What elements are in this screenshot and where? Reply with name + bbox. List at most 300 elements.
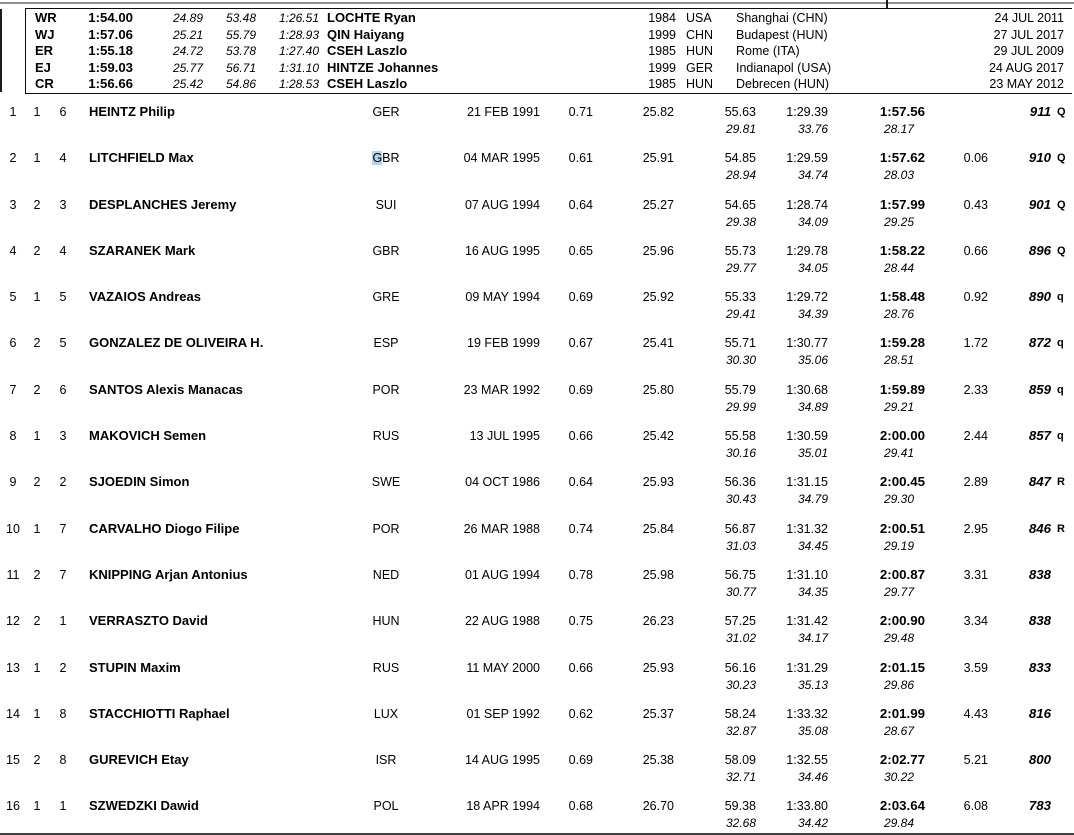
qualification-cell: Q — [1057, 106, 1066, 118]
rank-cell: 9 — [9, 475, 17, 490]
record-date: 24 JUL 2011 — [994, 11, 1064, 25]
result-lap-splits-line — [0, 678, 1074, 693]
result-main-line — [0, 147, 1074, 166]
noc-cell: LUX — [373, 706, 399, 721]
lap4-split-cell: 30.22 — [883, 770, 914, 785]
lap3-split-cell: 33.76 — [797, 122, 828, 136]
points-cell: 911 — [1029, 104, 1051, 119]
page-top-rule — [0, 2, 1074, 4]
record-venue: Rome (ITA) — [736, 44, 800, 59]
qualification-cell: Q — [1057, 244, 1066, 257]
result-main-line — [0, 332, 1074, 351]
split-150-cell: 1:33.80 — [786, 799, 828, 814]
lap2-split-cell: 28.94 — [725, 168, 756, 183]
result-main-line — [0, 471, 1074, 490]
noc-cell: RUS — [372, 429, 400, 444]
noc-cell: HUN — [372, 614, 400, 629]
final-time-cell: 1:59.89 — [879, 381, 925, 397]
reaction-time-cell: 0.65 — [568, 243, 593, 258]
noc-cell: RUS — [372, 660, 400, 675]
result-lap-splits-line — [0, 724, 1074, 739]
noc-cell: GRE — [372, 290, 400, 305]
points-cell: 890 — [1028, 289, 1051, 305]
birthdate-cell: 21 FEB 1991 — [467, 105, 540, 119]
lap4-split-cell: 28.03 — [883, 168, 914, 183]
left-edge-rule — [0, 9, 2, 92]
behind-cell: 0.06 — [963, 151, 988, 166]
points-cell: 838 — [1028, 613, 1051, 629]
lane-cell: 3 — [59, 197, 67, 212]
heat-cell: 2 — [33, 475, 41, 490]
lane-cell: 4 — [59, 151, 67, 166]
qualification-cell: Q — [1057, 198, 1066, 211]
heat-cell: 2 — [33, 243, 41, 258]
qualification-cell: Q — [1057, 152, 1066, 165]
points-cell: 816 — [1028, 705, 1051, 721]
final-time-cell: 2:00.87 — [879, 566, 925, 582]
reaction-time-cell: 0.64 — [568, 475, 593, 490]
result-row — [0, 379, 1074, 425]
noc-cell: SWE — [371, 475, 401, 490]
record-split-100: 55.79 — [225, 27, 256, 42]
result-lap-splits-line — [0, 539, 1074, 554]
points-cell: 783 — [1028, 798, 1051, 814]
split-100-cell: 55.71 — [724, 336, 756, 351]
final-time-cell: 1:59.28 — [879, 335, 925, 351]
birthdate-cell: 07 AUG 1994 — [464, 197, 540, 212]
lap2-split-cell: 32.71 — [725, 770, 756, 785]
split-50-cell: 25.80 — [642, 382, 674, 397]
birthdate-cell: 04 MAR 1995 — [463, 151, 540, 166]
record-tag: WJ — [35, 26, 55, 42]
rank-cell: 10 — [6, 521, 20, 536]
reaction-time-cell: 0.71 — [568, 105, 593, 119]
reaction-time-cell: 0.62 — [568, 706, 593, 721]
rank-cell: 6 — [9, 336, 17, 351]
points-cell: 846 — [1028, 520, 1051, 536]
lap3-split-cell: 34.05 — [797, 260, 828, 275]
result-row — [0, 795, 1074, 835]
lap2-split-cell: 29.99 — [725, 399, 756, 414]
split-50-cell: 25.82 — [642, 105, 674, 119]
final-time-cell: 2:00.45 — [879, 474, 925, 490]
record-birth-year: 1999 — [648, 60, 676, 75]
qualification-cell: q — [1057, 337, 1064, 350]
result-main-line — [0, 703, 1074, 722]
points-cell: 847 — [1028, 474, 1051, 490]
behind-cell: 3.59 — [963, 660, 988, 675]
record-noc: GER — [686, 60, 714, 75]
lane-cell: 2 — [59, 660, 67, 675]
behind-cell: 6.08 — [963, 799, 988, 814]
split-100-cell: 56.75 — [724, 567, 756, 582]
split-150-cell: 1:33.32 — [786, 706, 828, 721]
lap2-split-cell: 29.77 — [725, 260, 756, 275]
lane-cell: 5 — [59, 336, 67, 351]
split-100-cell: 56.87 — [724, 521, 756, 536]
name-cell: VERRASZTO David — [89, 613, 208, 629]
split-150-cell: 1:29.39 — [786, 105, 828, 119]
lap2-split-cell: 29.38 — [725, 214, 756, 229]
split-150-cell: 1:31.32 — [786, 521, 828, 536]
record-time: 1:57.06 — [88, 26, 133, 42]
points-cell: 838 — [1028, 566, 1051, 582]
lap4-split-cell: 29.48 — [883, 631, 914, 646]
split-150-cell: 1:28.74 — [786, 197, 828, 212]
result-row — [0, 657, 1074, 703]
split-100-cell: 56.16 — [724, 660, 756, 675]
birthdate-cell: 13 JUL 1995 — [469, 429, 540, 444]
birthdate-cell: 09 MAY 1994 — [465, 290, 540, 305]
record-holder: LOCHTE Ryan — [327, 10, 416, 25]
result-row — [0, 101, 1074, 147]
result-main-line — [0, 425, 1074, 444]
behind-cell: 2.89 — [963, 475, 988, 490]
lap2-split-cell: 29.81 — [725, 122, 756, 136]
lap3-split-cell: 34.09 — [797, 214, 828, 229]
lane-cell: 1 — [59, 614, 67, 629]
name-cell: GONZALEZ DE OLIVEIRA H. — [89, 335, 264, 351]
result-row — [0, 147, 1074, 193]
lap3-split-cell: 35.13 — [797, 677, 828, 692]
points-cell: 833 — [1028, 659, 1051, 675]
heat-cell: 2 — [33, 197, 41, 212]
final-time-cell: 2:00.00 — [879, 428, 925, 444]
lap3-split-cell: 34.46 — [797, 770, 828, 785]
lap2-split-cell: 30.77 — [725, 584, 756, 599]
record-split-100: 54.86 — [225, 77, 256, 92]
lap3-split-cell: 34.39 — [797, 307, 828, 322]
split-100-cell: 57.25 — [724, 614, 756, 629]
record-row — [26, 76, 1072, 93]
behind-cell: 4.43 — [963, 706, 988, 721]
record-split-150: 1:28.93 — [278, 27, 319, 42]
split-150-cell: 1:31.42 — [786, 614, 828, 629]
name-cell: HEINTZ Philip — [89, 104, 175, 119]
result-main-line — [0, 194, 1074, 213]
reaction-time-cell: 0.68 — [568, 799, 593, 814]
record-split-50: 25.42 — [172, 77, 203, 92]
lap4-split-cell: 28.44 — [883, 260, 914, 275]
result-main-line — [0, 286, 1074, 305]
record-holder: HINTZE Johannes — [327, 59, 439, 75]
results-table — [0, 101, 1074, 835]
final-time-cell: 1:57.99 — [879, 196, 925, 212]
record-row — [26, 10, 1072, 27]
lap4-split-cell: 29.21 — [883, 399, 914, 414]
behind-cell: 0.66 — [963, 243, 988, 258]
reaction-time-cell: 0.67 — [568, 336, 593, 351]
final-time-cell: 1:57.56 — [879, 104, 925, 119]
lap2-split-cell: 30.30 — [725, 353, 756, 368]
split-50-cell: 25.92 — [642, 290, 674, 305]
lap2-split-cell: 29.41 — [725, 307, 756, 322]
behind-cell: 0.43 — [963, 197, 988, 212]
behind-cell: 3.31 — [963, 567, 988, 582]
name-cell: GUREVICH Etay — [89, 752, 189, 768]
record-holder: QIN Haiyang — [327, 26, 405, 42]
final-time-cell: 2:00.90 — [879, 613, 925, 629]
split-100-cell: 55.63 — [724, 105, 756, 119]
split-150-cell: 1:29.59 — [786, 151, 828, 166]
rank-cell: 11 — [6, 567, 20, 582]
lane-cell: 3 — [59, 429, 67, 444]
heat-cell: 2 — [33, 567, 41, 582]
heat-cell: 2 — [33, 614, 41, 629]
birthdate-cell: 11 MAY 2000 — [466, 660, 540, 675]
result-lap-splits-line — [0, 400, 1074, 415]
name-cell: CARVALHO Diogo Filipe — [89, 520, 240, 536]
record-birth-year: 1984 — [648, 11, 676, 25]
result-main-line — [0, 379, 1074, 398]
result-row — [0, 194, 1074, 240]
split-100-cell: 55.79 — [724, 382, 756, 397]
record-split-150: 1:28.53 — [278, 77, 319, 92]
split-150-cell: 1:30.68 — [786, 382, 828, 397]
record-tag: CR — [35, 76, 54, 92]
name-cell: SANTOS Alexis Manacas — [89, 381, 243, 397]
lane-cell: 1 — [59, 799, 67, 814]
behind-cell: 3.34 — [963, 614, 988, 629]
lap3-split-cell: 35.06 — [797, 353, 828, 368]
final-time-cell: 2:02.77 — [879, 752, 925, 768]
split-150-cell: 1:29.78 — [786, 243, 828, 258]
reaction-time-cell: 0.74 — [568, 521, 593, 536]
record-venue: Debrecen (HUN) — [736, 77, 830, 92]
noc-rest: BR — [382, 151, 400, 166]
behind-cell: 5.21 — [963, 753, 988, 768]
noc-cell: POL — [373, 799, 399, 814]
noc-cell: ISR — [375, 753, 397, 768]
heat-cell: 1 — [33, 799, 41, 814]
result-main-line — [0, 795, 1074, 814]
split-50-cell: 25.27 — [642, 197, 674, 212]
result-row — [0, 518, 1074, 564]
noc-cell: POR — [372, 521, 400, 536]
record-venue: Indianapol (USA) — [736, 60, 832, 75]
reaction-time-cell: 0.69 — [568, 290, 593, 305]
result-row — [0, 749, 1074, 795]
qualification-cell: R — [1057, 522, 1065, 535]
result-lap-splits-line — [0, 353, 1074, 368]
result-lap-splits-line — [0, 168, 1074, 183]
points-cell: 901 — [1028, 196, 1051, 212]
result-main-line — [0, 610, 1074, 629]
record-birth-year: 1999 — [648, 27, 676, 42]
record-split-150: 1:27.40 — [278, 44, 319, 59]
record-date: 29 JUL 2009 — [993, 44, 1064, 59]
behind-cell: 1.72 — [963, 336, 988, 351]
reaction-time-cell: 0.61 — [568, 151, 593, 166]
lap4-split-cell: 28.76 — [883, 307, 914, 322]
name-cell: SZARANEK Mark — [89, 242, 196, 258]
final-time-cell: 2:03.64 — [879, 798, 925, 814]
lane-cell: 4 — [59, 243, 67, 258]
split-100-cell: 55.33 — [724, 290, 756, 305]
rank-cell: 13 — [6, 660, 20, 675]
noc-cell — [360, 150, 412, 166]
points-cell: 896 — [1028, 242, 1051, 258]
qualification-cell — [1051, 567, 1074, 583]
split-150-cell: 1:29.72 — [786, 290, 828, 305]
result-lap-splits-line — [0, 261, 1074, 276]
split-100-cell: 55.73 — [724, 243, 756, 258]
birthdate-cell: 04 OCT 1986 — [465, 475, 540, 490]
split-100-cell: 59.38 — [724, 799, 756, 814]
points-cell: 800 — [1028, 752, 1051, 768]
rank-cell: 1 — [9, 105, 17, 119]
heat-cell: 1 — [33, 105, 41, 119]
lap2-split-cell: 31.02 — [725, 631, 756, 646]
noc-cell: GER — [372, 105, 400, 119]
record-time: 1:54.00 — [88, 10, 133, 25]
lap2-split-cell: 30.23 — [725, 677, 756, 692]
lap3-split-cell: 34.45 — [797, 538, 828, 553]
result-row — [0, 564, 1074, 610]
qualification-cell: R — [1057, 476, 1065, 489]
behind-cell: 2.44 — [963, 429, 988, 444]
split-100-cell: 56.36 — [724, 475, 756, 490]
result-main-line — [0, 749, 1074, 768]
record-holder: CSEH Laszlo — [327, 43, 408, 59]
result-main-line — [0, 657, 1074, 676]
name-cell: MAKOVICH Semen — [89, 428, 207, 444]
record-holder: CSEH Laszlo — [327, 76, 408, 92]
heat-cell: 1 — [33, 521, 41, 536]
result-lap-splits-line — [0, 122, 1074, 137]
result-main-line — [0, 101, 1074, 120]
heat-cell: 2 — [33, 753, 41, 768]
behind-cell — [925, 104, 988, 120]
qualification-cell — [1051, 752, 1074, 768]
result-main-line — [0, 518, 1074, 537]
final-time-cell: 1:58.48 — [879, 289, 925, 305]
split-50-cell: 25.93 — [642, 660, 674, 675]
lane-cell: 6 — [59, 105, 67, 119]
birthdate-cell: 23 MAR 1992 — [463, 382, 540, 397]
behind-cell: 0.92 — [963, 290, 988, 305]
record-tag: ER — [35, 43, 54, 59]
lap4-split-cell: 29.84 — [883, 816, 914, 831]
records-panel — [25, 8, 1072, 94]
name-cell: LITCHFIELD Max — [89, 150, 194, 166]
lap4-split-cell: 29.19 — [883, 538, 914, 553]
lane-cell: 5 — [59, 290, 67, 305]
record-split-100: 53.78 — [225, 44, 256, 59]
lap3-split-cell: 35.08 — [797, 723, 828, 738]
result-row — [0, 240, 1074, 286]
rank-cell: 15 — [6, 753, 20, 768]
result-lap-splits-line — [0, 492, 1074, 507]
noc-cell: POR — [372, 382, 400, 397]
lap3-split-cell: 34.74 — [797, 168, 828, 183]
qualification-cell — [1051, 706, 1074, 722]
lane-cell: 8 — [59, 706, 67, 721]
lap2-split-cell: 30.16 — [725, 446, 756, 461]
record-row — [26, 43, 1072, 60]
lane-cell: 8 — [59, 753, 67, 768]
lane-cell: 2 — [59, 475, 67, 490]
split-50-cell: 25.37 — [642, 706, 674, 721]
noc-cell: ESP — [373, 336, 399, 351]
record-split-100: 56.71 — [225, 60, 256, 75]
heat-cell: 1 — [33, 151, 41, 166]
split-50-cell: 25.96 — [642, 243, 674, 258]
heat-cell: 1 — [33, 706, 41, 721]
record-noc: USA — [686, 11, 712, 25]
lap4-split-cell: 29.77 — [883, 584, 914, 599]
heat-cell: 1 — [33, 290, 41, 305]
record-split-150: 1:31.10 — [278, 60, 319, 75]
name-cell: KNIPPING Arjan Antonius — [89, 566, 248, 582]
result-main-line — [0, 564, 1074, 583]
result-row — [0, 471, 1074, 517]
qualification-cell: q — [1057, 383, 1064, 396]
noc-cell: SUI — [375, 197, 397, 212]
split-50-cell: 26.23 — [642, 614, 674, 629]
lap2-split-cell: 32.68 — [725, 816, 756, 831]
split-50-cell: 25.42 — [642, 429, 674, 444]
record-birth-year: 1985 — [648, 44, 676, 59]
split-150-cell: 1:31.15 — [786, 475, 828, 490]
birthdate-cell: 18 APR 1994 — [466, 799, 540, 814]
split-100-cell: 54.85 — [724, 151, 756, 166]
rank-cell: 2 — [9, 151, 17, 166]
lap3-split-cell: 35.01 — [797, 446, 828, 461]
lap3-split-cell: 34.79 — [797, 492, 828, 507]
reaction-time-cell: 0.78 — [568, 567, 593, 582]
lane-cell: 7 — [59, 567, 67, 582]
noc-cell: GBR — [372, 243, 400, 258]
reaction-time-cell: 0.66 — [568, 660, 593, 675]
birthdate-cell: 26 MAR 1988 — [463, 521, 540, 536]
reaction-time-cell: 0.69 — [568, 753, 593, 768]
birthdate-cell: 19 FEB 1999 — [467, 336, 540, 351]
split-150-cell: 1:31.10 — [786, 567, 828, 582]
rank-cell: 14 — [6, 706, 20, 721]
split-150-cell: 1:31.29 — [786, 660, 828, 675]
name-cell: DESPLANCHES Jeremy — [89, 196, 237, 212]
lap4-split-cell: 29.30 — [883, 492, 914, 507]
heat-cell: 2 — [33, 336, 41, 351]
result-lap-splits-line — [0, 770, 1074, 785]
result-row — [0, 286, 1074, 332]
heat-cell: 1 — [33, 660, 41, 675]
rank-cell: 16 — [6, 799, 20, 814]
record-split-50: 24.89 — [172, 11, 203, 25]
reaction-time-cell: 0.66 — [568, 429, 593, 444]
qualification-cell: q — [1057, 430, 1064, 443]
lane-cell: 7 — [59, 521, 67, 536]
record-date: 24 AUG 2017 — [988, 60, 1064, 75]
record-noc: CHN — [686, 27, 714, 42]
lap4-split-cell: 29.86 — [883, 677, 914, 692]
record-venue: Budapest (HUN) — [736, 27, 828, 42]
lap4-split-cell: 29.41 — [883, 446, 914, 461]
result-row — [0, 425, 1074, 471]
rank-cell: 8 — [9, 429, 17, 444]
behind-cell: 2.33 — [963, 382, 988, 397]
record-time: 1:55.18 — [88, 43, 133, 59]
split-50-cell: 25.84 — [642, 521, 674, 536]
final-time-cell: 2:00.51 — [879, 520, 925, 536]
split-50-cell: 25.98 — [642, 567, 674, 582]
result-lap-splits-line — [0, 631, 1074, 646]
record-split-150: 1:26.51 — [278, 11, 319, 25]
final-time-cell: 2:01.15 — [879, 659, 925, 675]
name-cell: STUPIN Maxim — [89, 659, 181, 675]
record-tag: WR — [35, 10, 57, 25]
